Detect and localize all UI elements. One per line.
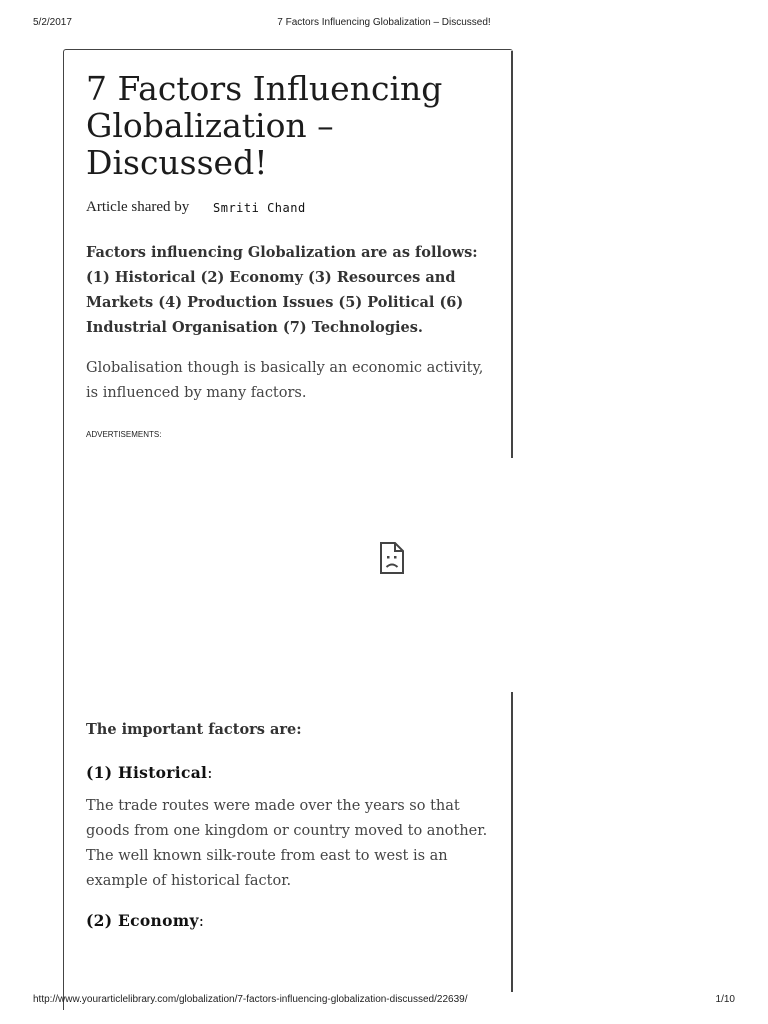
paragraph-globalisation: Globalisation though is basically an economic activity, is influenced by many factors.	[86, 360, 484, 401]
heading-economy	[86, 911, 204, 930]
heading-economy-colon: :	[198, 912, 205, 930]
important-factors-label: The important factors are:	[86, 721, 302, 738]
heading-historical-colon: :	[207, 764, 213, 782]
advertisements-label: ADVERTISEMENTS:	[86, 430, 162, 439]
heading-historical	[86, 763, 213, 782]
heading-historical-text: (1) Historical	[86, 763, 208, 782]
print-header	[0, 17, 768, 31]
byline-label: Article shared by	[86, 199, 190, 215]
article-title: 7 Factors Influencing Globalization – Discussed!	[86, 69, 443, 182]
author-name[interactable]: Smriti Chand	[213, 201, 306, 215]
card-border-right-lower	[511, 692, 513, 992]
broken-document-icon	[378, 541, 406, 575]
print-footer	[0, 994, 768, 1008]
paragraph-historical: The trade routes were made over the years so that goods from one kingdom or country moved to another. The well known silk-route from east to west is an example of historical factor.	[86, 798, 488, 889]
intro-paragraph: Factors influencing Globalization are as follows: (1) Historical (2) Economy (3) Resources and Markets (4) Production Issues (5) Political (6) Industrial Organisation (7) Technologies.	[86, 244, 478, 336]
card-border-right	[511, 51, 513, 458]
print-date: 5/2/2017	[33, 17, 72, 28]
page-number: 1/10	[715, 994, 735, 1005]
heading-economy-text: (2) Economy	[86, 911, 199, 930]
print-page-title: 7 Factors Influencing Globalization – Discussed!	[277, 17, 491, 28]
print-url: http://www.yourarticlelibrary.com/globalization/7-factors-influencing-globalization-discussed/22639/	[33, 994, 468, 1005]
